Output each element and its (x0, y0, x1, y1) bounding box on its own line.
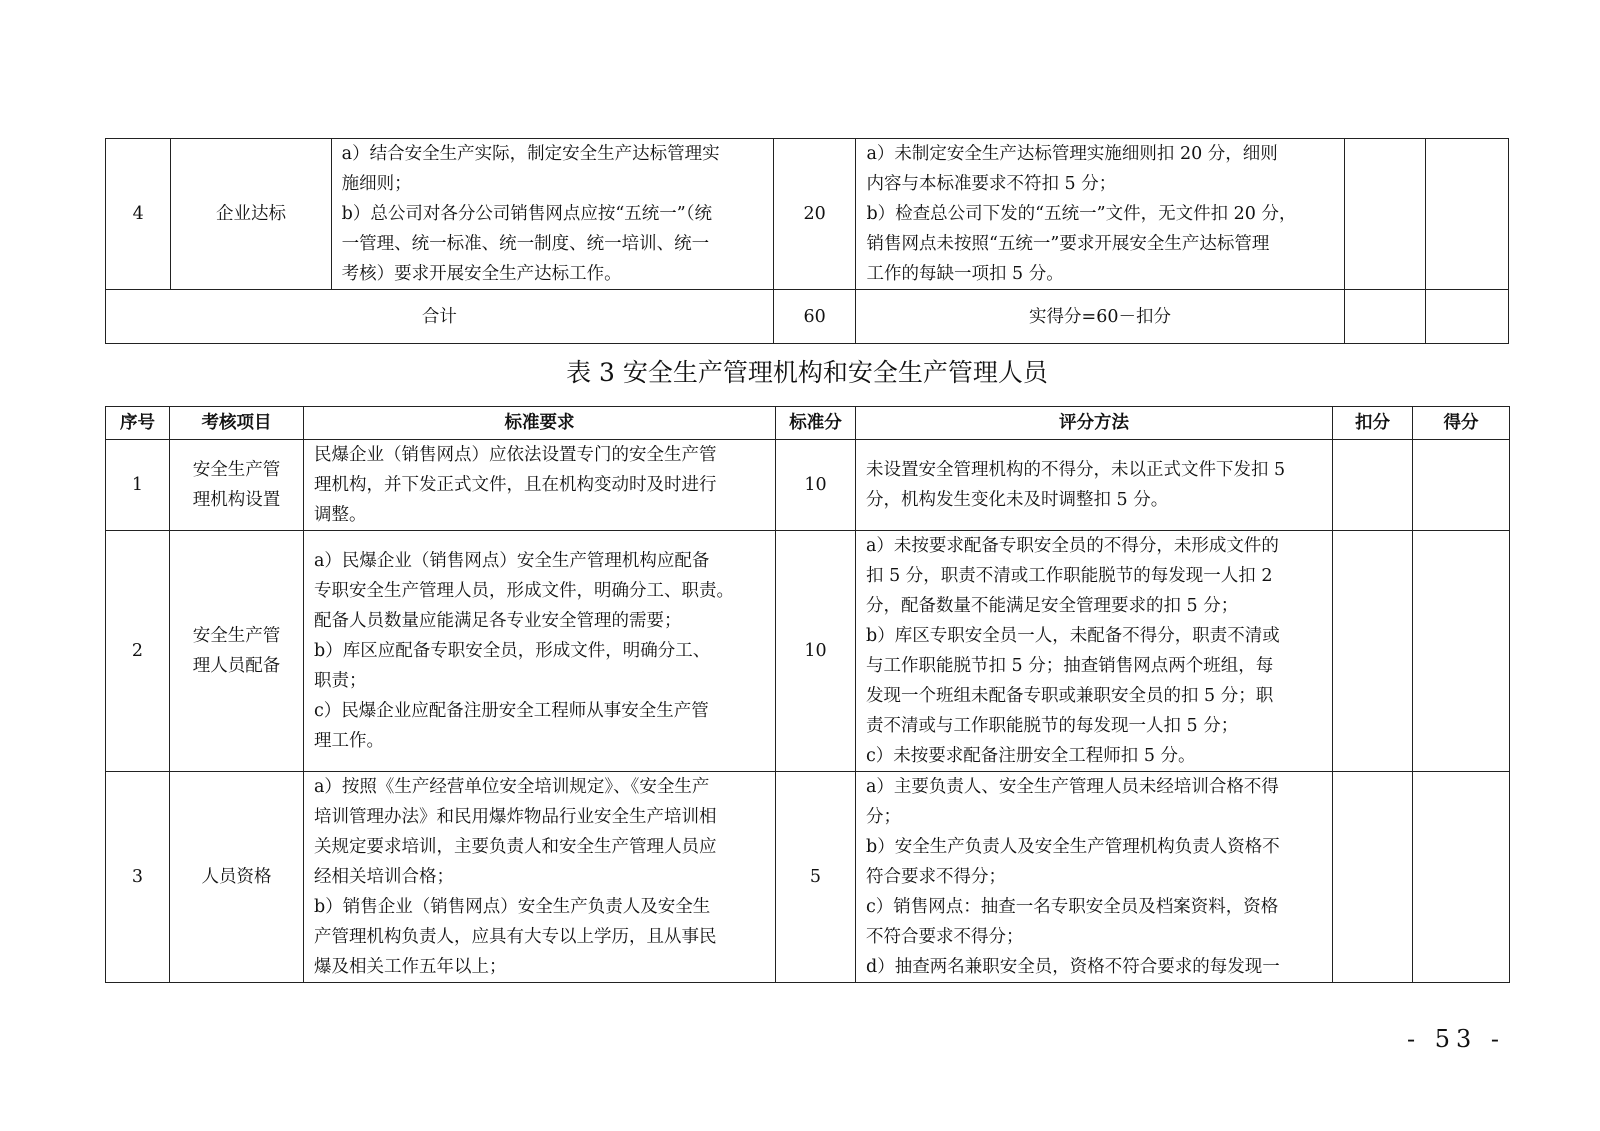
text-line: 培训管理办法》和民用爆炸物品行业安全生产培训相 (314, 807, 717, 827)
text-line: 符合要求不得分； (866, 867, 1006, 887)
deduction-cell (1344, 139, 1426, 290)
text-line: 关规定要求培训，主要负责人和安全生产管理人员应 (314, 837, 717, 857)
text-line: a）未按要求配备专职安全员的不得分，未形成文件的 (866, 536, 1279, 556)
standard-score: 10 (776, 440, 856, 531)
header-method: 评分方法 (856, 407, 1333, 440)
text-line: a）未制定安全生产达标管理实施细则扣 20 分，细则 (866, 144, 1278, 164)
standard-requirement (304, 772, 776, 983)
text-line: 配备人员数量应能满足各专业安全管理的需要； (314, 611, 682, 631)
text-line: 调整。 (314, 505, 367, 525)
table-header-row (106, 407, 1510, 440)
text-line: 职责； (314, 671, 367, 691)
scoring-method (856, 139, 1344, 290)
row-number: 2 (106, 531, 170, 772)
assessment-item: 企业达标 (171, 139, 331, 290)
table-row (106, 772, 1510, 983)
row-number: 1 (106, 440, 170, 531)
result-cell (1413, 772, 1510, 983)
total-row (106, 290, 1509, 344)
continued-assessment-table (105, 138, 1509, 344)
text-line: 未设置安全管理机构的不得分，未以正式文件下发扣 5 (866, 460, 1286, 480)
scoring-method (856, 440, 1333, 531)
standard-requirement (304, 531, 776, 772)
standard-requirement (331, 139, 773, 290)
text-line: b）销售企业（销售网点）安全生产负责人及安全生 (314, 897, 711, 917)
text-line: c）民爆企业应配备注册安全工程师从事安全生产管 (314, 701, 709, 721)
assessment-table (105, 406, 1510, 983)
text-line: 工作的每缺一项扣 5 分。 (866, 264, 1064, 284)
text-line: 责不清或与工作职能脱节的每发现一人扣 5 分； (866, 716, 1239, 736)
standard-score: 5 (776, 772, 856, 983)
header-no: 序号 (106, 407, 170, 440)
result-cell (1426, 139, 1509, 290)
text-line: 分，配备数量不能满足安全管理要求的扣 5 分； (866, 596, 1239, 616)
result-cell (1426, 290, 1509, 344)
result-cell (1413, 531, 1510, 772)
text-line: 理工作。 (314, 731, 384, 751)
total-score: 60 (773, 290, 856, 344)
text-line: a）结合安全生产实际，制定安全生产达标管理实 (341, 144, 720, 164)
standard-score: 20 (773, 139, 856, 290)
text-line: 安全生产管 (192, 626, 281, 646)
text-line: 人员资格 (201, 867, 272, 887)
text-line: 理机构，并下发正式文件，且在机构变动时及时进行 (314, 475, 717, 495)
text-line: b）检查总公司下发的“五统一”文件，无文件扣 20 分， (866, 204, 1297, 224)
assessment-item (170, 440, 304, 531)
text-line: 一管理、统一标准、统一制度、统一培训、统一 (341, 234, 710, 254)
text-line: 专职安全生产管理人员，形成文件，明确分工、职责。 (314, 581, 734, 601)
header-score: 标准分 (776, 407, 856, 440)
header-deduct: 扣分 (1333, 407, 1413, 440)
deduction-cell (1333, 440, 1413, 531)
text-line: 分，机构发生变化未及时调整扣 5 分。 (866, 490, 1169, 510)
table-row (106, 139, 1509, 290)
assessment-item (170, 772, 304, 983)
text-line: 考核）要求开展安全生产达标工作。 (341, 264, 622, 284)
text-line: 理人员配备 (192, 656, 281, 676)
text-line: 产管理机构负责人，应具有大专以上学历，且从事民 (314, 927, 717, 947)
text-line: 施细则； (341, 174, 412, 194)
page-number: - 53 - (1406, 1025, 1505, 1053)
deduction-cell (1333, 531, 1413, 772)
text-line: 内容与本标准要求不符扣 5 分； (866, 174, 1117, 194)
header-result: 得分 (1413, 407, 1510, 440)
text-line: c）未按要求配备注册安全工程师扣 5 分。 (866, 746, 1196, 766)
text-line: 理机构设置 (192, 490, 281, 510)
result-cell (1413, 440, 1510, 531)
deduction-cell (1344, 290, 1426, 344)
text-line: 发现一个班组未配备专职或兼职安全员的扣 5 分；职 (866, 686, 1274, 706)
header-item: 考核项目 (170, 407, 304, 440)
total-label: 合计 (106, 290, 774, 344)
text-line: 民爆企业（销售网点）应依法设置专门的安全生产管 (314, 445, 717, 465)
table-row (106, 440, 1510, 531)
text-line: 经相关培训合格； (314, 867, 454, 887)
assessment-item (170, 531, 304, 772)
text-line: 扣 5 分，职责不清或工作职能脱节的每发现一人扣 2 (866, 566, 1273, 586)
text-line: a）按照《生产经营单位安全培训规定》、《安全生产 (314, 777, 710, 797)
total-method: 实得分=60－扣分 (856, 290, 1344, 344)
text-line: 与工作职能脱节扣 5 分；抽查销售网点两个班组，每 (866, 656, 1274, 676)
row-number: 4 (106, 139, 171, 290)
text-line: b）库区专职安全员一人，未配备不得分，职责不清或 (866, 626, 1280, 646)
text-line: a）主要负责人、安全生产管理人员未经培训合格不得 (866, 777, 1279, 797)
text-line: 安全生产管 (192, 460, 281, 480)
text-line: b）库区应配备专职安全员，形成文件，明确分工、 (314, 641, 711, 661)
text-line: b）安全生产负责人及安全生产管理机构负责人资格不 (866, 837, 1280, 857)
text-line: 分； (866, 807, 901, 827)
text-line: b）总公司对各分公司销售网点应按“五统一”（统 (341, 204, 713, 224)
row-number: 3 (106, 772, 170, 983)
deduction-cell (1333, 772, 1413, 983)
scoring-method (856, 531, 1333, 772)
table-row (106, 531, 1510, 772)
scoring-method (856, 772, 1333, 983)
standard-score: 10 (776, 531, 856, 772)
text-line: c）销售网点：抽查一名专职安全员及档案资料，资格 (866, 897, 1279, 917)
text-line: d）抽查两名兼职安全员，资格不符合要求的每发现一 (866, 957, 1280, 977)
header-standard: 标准要求 (304, 407, 776, 440)
text-line: a）民爆企业（销售网点）安全生产管理机构应配备 (314, 551, 710, 571)
text-line: 爆及相关工作五年以上； (314, 957, 507, 977)
table-caption: 表 3 安全生产管理机构和安全生产管理人员 (566, 358, 1048, 387)
standard-requirement (304, 440, 776, 531)
text-line: 不符合要求不得分； (866, 927, 1024, 947)
text-line: 销售网点未按照“五统一”要求开展安全生产达标管理 (866, 234, 1270, 254)
